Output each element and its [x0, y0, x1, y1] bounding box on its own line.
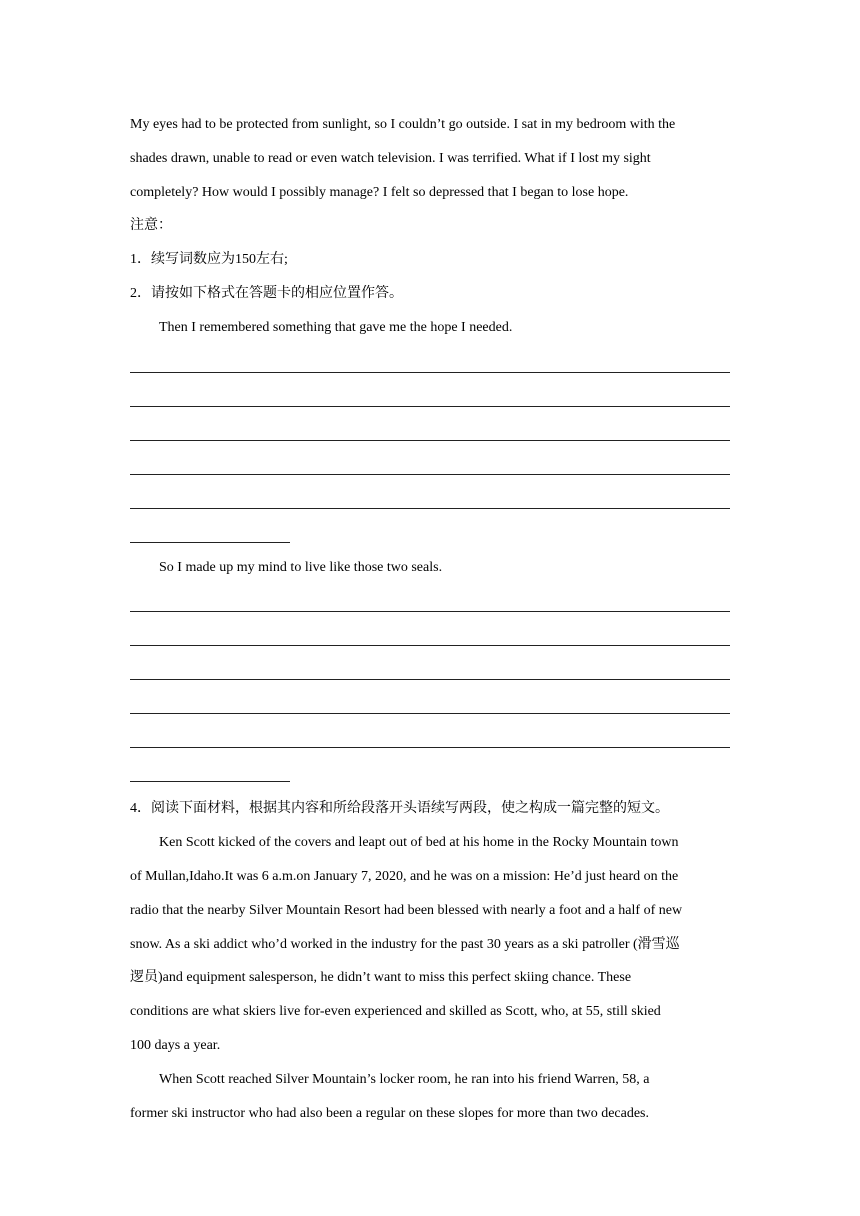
answer-line-short [130, 515, 730, 549]
passage-line: completely? How would I possibly manage? I felt so depressed that I began to lose hope. [130, 184, 629, 200]
document-page [130, 108, 730, 1130]
q4-text-line: radio that the nearby Silver Mountain Resort had been blessed with nearly a foot and a half of new [130, 902, 683, 918]
answer-line [130, 720, 730, 754]
answer-line [130, 379, 730, 413]
q4-text-line: 逻员)and equipment salesperson, he didn’t want to miss this perfect skiing chance. These [130, 970, 632, 986]
answer-line [130, 584, 730, 618]
answer-line [130, 447, 730, 481]
answer-line [130, 481, 730, 515]
answer-line [130, 652, 730, 686]
notes-heading: 注意： [130, 218, 172, 234]
q4-text-line: 100 days a year. [130, 1037, 221, 1053]
passage-line: My eyes had to be protected from sunlight, so I couldn’t go outside. I sat in my bedroom with the [130, 117, 676, 132]
answer-line [130, 345, 730, 379]
passage-line: shades drawn, unable to read or even watch television. I was terrified. What if I lost my sight [130, 150, 651, 166]
notes-item: 2．请按如下格式在答题卡的相应位置作答。 [130, 285, 403, 301]
q4-text-line: snow. As a ski addict who’d worked in the industry for the past 30 years as a ski patroller (滑雪巡 [130, 936, 680, 952]
q4-text-line: When Scott reached Silver Mountain’s locker room, he ran into his friend Warren, 58, a [159, 1071, 650, 1087]
q4-text-line: of Mullan,Idaho.It was 6 a.m.on January 7, 2020, and he was on a mission: He’d just heard on the [130, 868, 679, 884]
paragraph-2-opening: So I made up my mind to live like those two seals. [159, 559, 443, 575]
q4-text-line: former ski instructor who had also been a regular on these slopes for more than two decades. [130, 1105, 650, 1121]
paragraph-1-opening: Then I remembered something that gave me the hope I needed. [159, 319, 513, 335]
q4-text-line: Ken Scott kicked of the covers and leapt out of bed at his home in the Rocky Mountain town [159, 835, 679, 851]
answer-line [130, 413, 730, 447]
question-4-instruction: 4．阅读下面材料，根据其内容和所给段落开头语续写两段，使之构成一篇完整的短文。 [130, 801, 669, 817]
answer-line [130, 686, 730, 720]
answer-line [130, 618, 730, 652]
notes-item: 1．续写词数应为150左右; [130, 252, 288, 268]
q4-text-line: conditions are what skiers live for-even experienced and skilled as Scott, who, at 55, still skied [130, 1004, 661, 1020]
answer-line-short [130, 754, 730, 788]
